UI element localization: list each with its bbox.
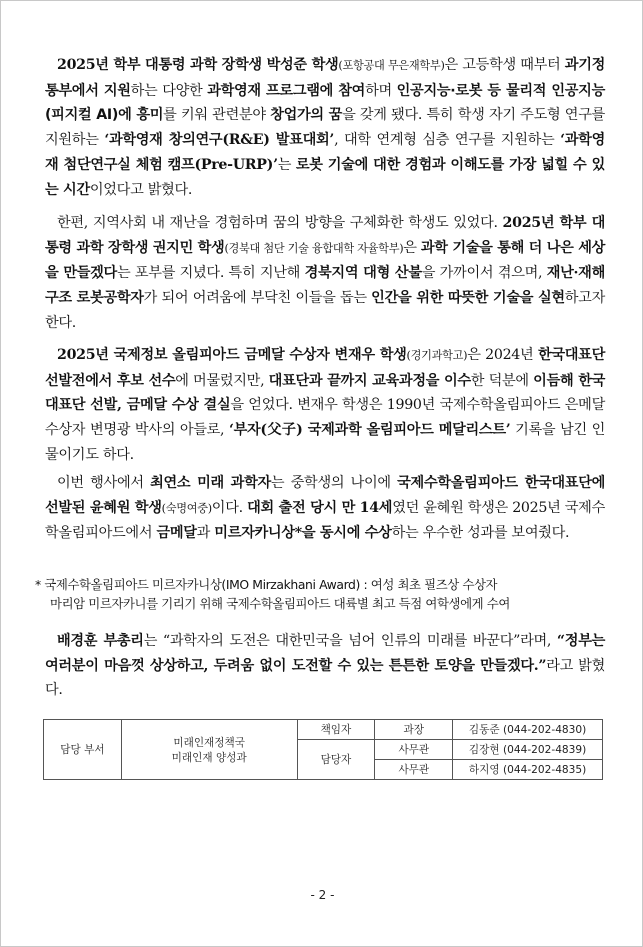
contact-table (43, 719, 603, 780)
p1-s7: 하며 (365, 82, 397, 99)
p1-s13: , 대학 연계형 심층 연구를 지원하는 (334, 132, 561, 149)
p2-s10: 가 되어 어려움에 부닥친 이들을 돕는 (143, 290, 372, 307)
p2-s7: 경북지역 대형 산불 (304, 265, 422, 282)
p3-s1: 2025년 국제정보 올림피아드 금메달 수상자 변재우 학생 (57, 347, 407, 363)
p4-s9: 금메달 (156, 525, 197, 542)
mirzakhani-footnote (35, 575, 615, 613)
p1-s10: 창업가의 꿈 (270, 107, 343, 124)
p5-s4: 라고 밝혔다. (45, 657, 605, 699)
p1-s4: 과기정통부에서 지원 (45, 57, 606, 99)
p4-s1: 이번 행사에서 (57, 475, 151, 491)
p3-s3: 은 2024년 (467, 347, 538, 363)
table-row (44, 720, 603, 740)
p4-s5: (숙명여중) (161, 501, 212, 515)
page-number: - 2 - (310, 888, 335, 902)
contact-title: 과장 (375, 720, 453, 740)
p4-s8: 였던 윤혜원 학생은 2025년 국제수학올림피아드에서 (45, 499, 605, 542)
p3-s9: 을 얻었다. 변재우 학생은 1990년 국제수학올림피아드 은메달 수상자 변명광 박사의 아들로, (45, 397, 605, 439)
staff-label: 담당자 (297, 740, 375, 780)
p3-s8: 이듬해 한국대표단 선발, 금메달 수상 결실 (45, 372, 606, 414)
p2-s3: (경북대 첨단 기술 융합대학 자율학부) (224, 241, 404, 255)
contact-title: 사무관 (375, 740, 453, 760)
p2-s8: 을 가까이서 겪으며, (421, 265, 547, 282)
p4-s2: 최연소 미래 과학자 (150, 475, 271, 491)
p3-s6: 대표단과 끝까지 교육과정을 이수 (268, 372, 471, 389)
dept-line-2: 미래인재 양성과 (171, 751, 247, 764)
p3-s5: 에 머물렀지만, (175, 372, 269, 389)
p2-s4: 은 (403, 239, 421, 256)
p1-s16: 로봇 기술에 대한 경험과 이해도를 가장 넓힐 수 있는 시간 (45, 156, 605, 198)
p5-s1: 배경훈 부총리 (57, 633, 144, 649)
contact-name-phone: 김동준 (044-202-4830) (453, 720, 603, 740)
p1-s1: 2025년 학부 대통령 과학 장학생 박성준 학생 (57, 57, 339, 73)
p4-s10: 과 (196, 525, 215, 542)
p1-s11: 을 갖게 됐다. 특히 학생 자기 주도형 연구를 지원하는 (45, 107, 606, 149)
p1-s9: 를 키워 관련분야 (163, 107, 271, 124)
paragraph-park-seongjun (45, 53, 605, 202)
p4-s12: 하는 우수한 성과를 보여줬다. (391, 525, 570, 542)
p1-s6: 과학영재 프로그램에 참여 (207, 82, 366, 99)
paragraph-vice-premier-quote (45, 629, 605, 703)
p5-s2: 는 “과학자의 도전은 대한민국을 넘어 인류의 미래를 바꾼다”라며, (143, 633, 557, 649)
responsible-label: 책임자 (297, 720, 375, 740)
p1-s17: 이었다고 밝혔다. (89, 181, 193, 198)
p5-s3: “정부는 여러분이 마음껏 상상하고, 두려움 없이 도전할 수 있는 튼튼한 토양을 만들겠다.” (45, 633, 605, 674)
paragraph-yoon-hyewon (45, 471, 605, 546)
dept-label: 담당 부서 (44, 720, 122, 780)
p4-s4: 국제수학올림피아드 한국대표단에 선발된 윤혜원 학생 (45, 475, 606, 516)
note-line-1: * 국제수학올림피아드 미르자카니상(IMO Mirzakhani Award) : 여성 최초 필즈상 수상자 (35, 577, 498, 592)
p1-s12: ‘과학영재 창의연구(R&E) 발표대회’ (104, 132, 335, 149)
p4-s7: 대회 출전 당시 만 14세 (247, 499, 393, 516)
dept-name (121, 720, 297, 780)
p3-s2: (경기과학고) (406, 349, 468, 362)
p2-s9: 재난·재해 구조 로봇공학자 (45, 265, 605, 307)
p1-s15: 는 (277, 156, 296, 173)
contact-name-phone: 김장현 (044-202-4839) (453, 740, 603, 760)
contact-name-phone: 하지영 (044-202-4835) (453, 760, 603, 780)
p4-s3: 는 중학생의 나이에 (270, 475, 398, 491)
p3-s7: 한 덕분에 (470, 372, 534, 389)
p1-s3: 은 고등학생 때부터 (444, 57, 565, 73)
paragraph-kwon-jimin (45, 211, 605, 336)
p2-s6: 는 포부를 지녔다. 특히 지난해 (116, 265, 305, 282)
contact-title: 사무관 (375, 760, 453, 780)
p4-s11: 미르자카니상*을 동시에 수상 (214, 525, 392, 542)
p4-s6: 이다. (211, 499, 248, 516)
p2-s5: 과학 기술을 통해 더 나은 세상을 만들겠다 (45, 239, 606, 282)
note-line-2: 마리암 미르자카니를 기리기 위해 국제수학올림피아드 대륙별 최고 득점 여학생에게 수여 (50, 596, 510, 611)
p3-s10: ‘부자(父子) 국제과학 올림피아드 메달리스트’ (228, 422, 511, 439)
p2-s1: 한편, 지역사회 내 재난을 경험하며 꿈의 방향을 구체화한 학생도 있었다. (57, 215, 503, 231)
p2-s12: 하고자 한다. (45, 290, 605, 331)
paragraph-byeon-jaewoo (45, 343, 605, 468)
p1-s2: (포항공대 무은재학부) (338, 59, 445, 72)
p3-s11: 기록을 남긴 인물이기도 하다. (45, 422, 605, 463)
p1-s8: 인공지능·로봇 등 물리적 인공지능(피지컬 AI)에 흥미 (45, 82, 605, 124)
p1-s5: 하는 다양한 (130, 82, 208, 99)
dept-line-1: 미래인재정책국 (173, 736, 245, 749)
p2-s11: 인간을 위한 따뜻한 기술을 실현 (371, 290, 565, 307)
p1-s14: ‘과학영재 첨단연구실 체험 캠프(Pre-URP)’ (45, 132, 605, 173)
p2-s2: 2025년 학부 대통령 과학 장학생 권지민 학생 (45, 215, 605, 256)
p3-s4: 한국대표단 선발전에서 후보 선수 (45, 347, 605, 389)
